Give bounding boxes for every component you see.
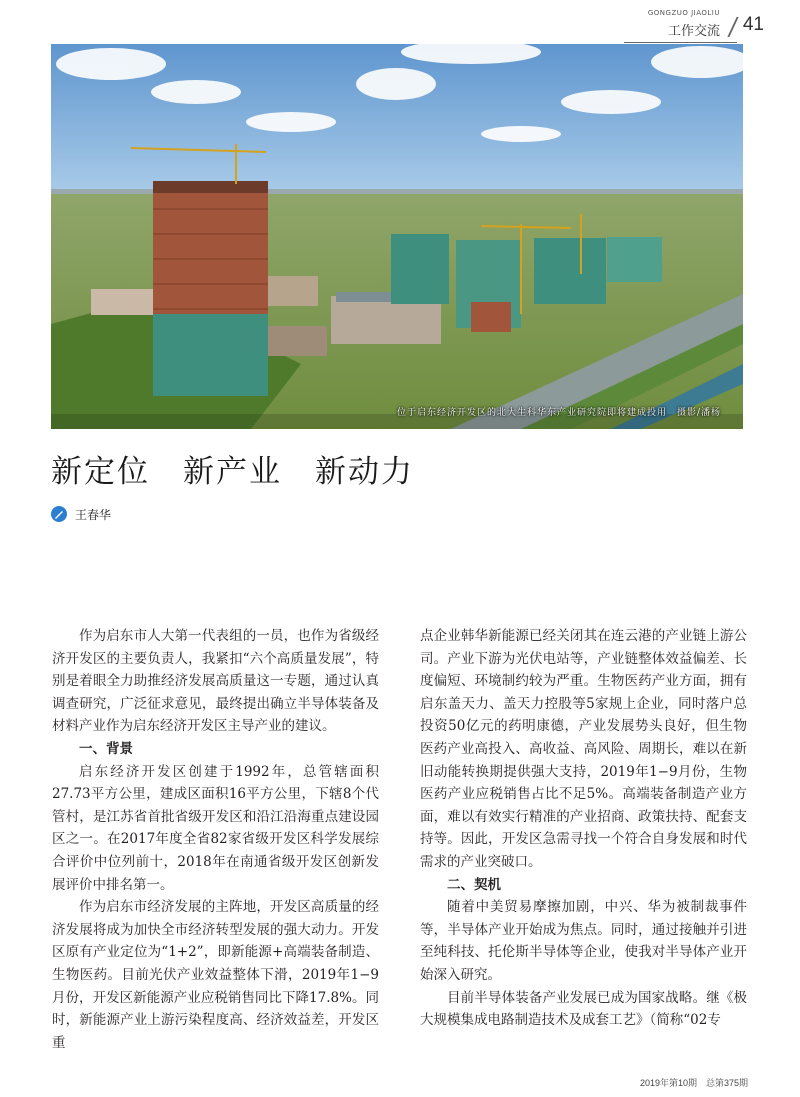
paragraph: 作为启东市经济发展的主阵地，开发区高质量的经济发展将成为加快全市经济转型发展的强大动力。开发区原有产业定位为“1+2”，即新能源+高端装备制造、生物医药。目前光伏产业效益整体下滑，2019年1−9月份，开发区新能源产业应税销售同比下降17.8%。同时，新能源产业上游污染程度高、经济效益差，开发区重 xyxy=(52,899,379,1051)
paragraph: 目前半导体装备产业发展已成为国家战略。继《极大规模集成电路制造技术及成套工艺》（简称“02专 xyxy=(420,989,747,1029)
page-number: 41 xyxy=(742,14,764,35)
paragraph: 随着中美贸易摩擦加剧，中兴、华为被制裁事件等，半导体产业开始成为焦点。同时，通过接触并引进至纯科技、托伦斯半导体等企业，使我对半导体产业开始深入研究。 xyxy=(420,899,747,983)
author-name: 王春华 xyxy=(75,507,112,522)
section-pinyin: GONGZUO JIAOLIU xyxy=(647,9,720,17)
pen-icon xyxy=(51,506,67,522)
paragraph: 作为启东市人大第一代表组的一员，也作为省级经济开发区的主要负责人，我紧扣“六个高质量发展”，特别是着眼全力助推经济发展高质量这一专题，通过认真调查研究，广泛征求意见，最终提出确立半导体装备及材料产业作为启东经济开发区主导产业的建议。 xyxy=(52,628,379,735)
section-label: 工作交流 xyxy=(667,24,720,39)
paragraph: 启东经济开发区创建于1992年，总管辖面积27.73平方公里，建成区面积16平方公里，下辖8个代管村，是江苏省首批省级开发区和沿江沿海重点建设园区之一。在2017年度全省82家省级开发区科学发展综合评价中位列前十，2018年在南通省级开发区创新发展评价中排名第一。 xyxy=(52,763,379,893)
issue-footer: 2019年第10期 总第375期 xyxy=(639,1078,748,1088)
photo-caption: 位于启东经济开发区的北大生科华东产业研究院即将建成投用 摄影/潘杨 xyxy=(396,408,721,418)
body-column-left xyxy=(52,625,379,1054)
header-rule xyxy=(624,42,737,43)
running-header xyxy=(624,9,764,39)
paragraph-continued: 点企业韩华新能源已经关闭其在连云港的产业链上游公司。产业下游为光伏电站等，产业链整体效益偏差、长度偏短、环境制约较为严重。生物医药产业方面，拥有启东盖天力、盖天力控股等5家规上企业，同时落户总投资50亿元的药明康德，产业发展势头良好，但生物医药产业高投入、高收益、高风险、周期长，难以在新旧动能转换期提供强大支持，2019年1−9月份，生物医药产业应税销售占比不足5%。高端装备制造产业方面，难以有效实行精准的产业招商、政策扶持、配套支持等。因此，开发区急需寻找一个符合自身发展和时代需求的产业突破口。 xyxy=(420,628,747,870)
aerial-photo xyxy=(51,44,743,429)
article-title: 新定位 新产业 新动力 xyxy=(51,454,414,490)
body-column-right xyxy=(420,625,747,1032)
header-divider xyxy=(727,17,738,37)
section-heading: 一、背景 xyxy=(79,740,133,757)
section-heading: 二、契机 xyxy=(447,876,501,893)
byline xyxy=(51,505,111,523)
